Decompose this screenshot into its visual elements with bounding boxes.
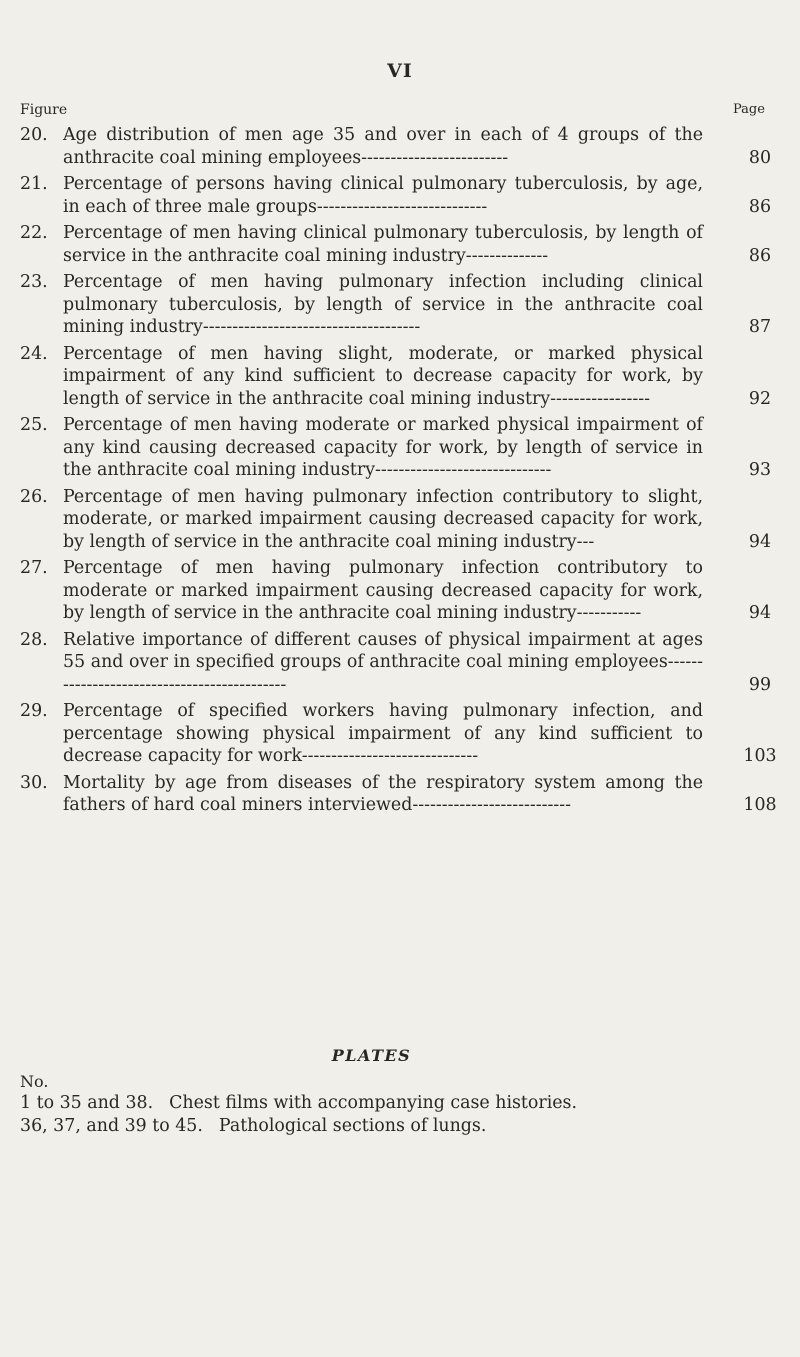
figure-number: 24. <box>20 343 48 364</box>
figure-title: Percentage of persons having clinical pulmonary tuberculosis, by age, in each of three male groups----------------------------- <box>63 174 703 217</box>
figure-number: 23. <box>20 272 48 292</box>
figure-title: Percentage of men having pulmonary infection contributory to slight, moderate, or marked impairment causing decreased capacity for work, by length of service in the anthracite coal mining industry--- <box>63 486 703 552</box>
figure-page: 86 <box>748 245 772 266</box>
figure-title: Percentage of specified workers having pulmonary infection, and percentage showing physical impairment of any kind sufficient to decrease capacity for work------------------------------ <box>63 701 703 766</box>
figure-entry <box>20 343 780 411</box>
figure-entry <box>20 557 780 625</box>
figure-page: 93 <box>748 460 772 480</box>
figure-page: 80 <box>748 147 772 168</box>
figure-number: 21. <box>20 174 48 194</box>
figure-page: 108 <box>743 795 777 815</box>
plate-number: 36, 37, and 39 to 45. <box>20 1115 203 1136</box>
plate-description: Chest films with accompanying case histories. <box>169 1093 578 1113</box>
figure-entry <box>20 222 780 267</box>
figure-page: 99 <box>748 674 772 695</box>
figure-title: Relative importance of different causes of physical impairment at ages 55 and over in specified groups of anthracite coal mining employees-------------------------------------------- <box>63 629 703 695</box>
figure-title: Percentage of men having moderate or marked physical impairment of any kind causing decreased capacity for work, by length of service in the anthracite coal mining industry------------------------------ <box>63 415 703 480</box>
figure-entry <box>20 124 780 169</box>
figure-number: 30. <box>20 772 48 793</box>
figure-page: 87 <box>748 317 772 337</box>
figure-number: 29. <box>20 701 48 721</box>
page-number: VI <box>387 60 413 82</box>
figure-title: Percentage of men having pulmonary infection including clinical pulmonary tuberculosis, by length of service in the anthracite coal mining industry------------------------------------- <box>63 272 703 337</box>
figure-number: 25. <box>20 415 48 435</box>
page-column-header: Page <box>733 102 765 117</box>
figure-entry <box>20 414 780 482</box>
figure-number: 22. <box>20 223 48 243</box>
figure-entry <box>20 271 780 339</box>
figure-column-header: Figure <box>20 102 68 118</box>
figure-entry <box>20 486 780 554</box>
plate-number: 1 to 35 and 38. <box>20 1093 154 1113</box>
figure-page: 92 <box>748 388 772 409</box>
figure-number: 28. <box>20 629 48 650</box>
figure-title: Age distribution of men age 35 and over in each of 4 groups of the anthracite coal mining employees------------------------- <box>63 125 703 168</box>
figure-entry <box>20 700 780 768</box>
figure-number: 26. <box>20 486 48 507</box>
figure-entry <box>20 629 780 697</box>
figure-page: 94 <box>748 531 772 552</box>
figure-title: Percentage of men having slight, moderate, or marked physical impairment of any kind sufficient to decrease capacity for work, by length of service in the anthracite coal mining industry----------------- <box>63 343 703 409</box>
figure-number: 20. <box>20 125 48 145</box>
plate-description: Pathological sections of lungs. <box>218 1115 487 1136</box>
plates-number-label: No. <box>20 1072 49 1091</box>
plates-heading: PLATES <box>331 1046 412 1065</box>
figure-title: Percentage of men having pulmonary infection contributory to moderate or marked impairment causing decreased capacity for work, by length of service in the anthracite coal mining industry----------- <box>63 558 703 623</box>
plate-entry <box>20 1115 740 1138</box>
figure-page: 86 <box>748 196 772 217</box>
figure-page: 94 <box>748 603 772 623</box>
plate-entry <box>20 1092 740 1115</box>
figure-entry <box>20 173 780 218</box>
figure-title: Percentage of men having clinical pulmonary tuberculosis, by length of service in the anthracite coal mining industry-------------- <box>63 223 703 266</box>
figure-page: 103 <box>743 746 777 766</box>
figure-title: Mortality by age from diseases of the respiratory system among the fathers of hard coal miners interviewed--------------------------- <box>63 772 703 815</box>
figure-number: 27. <box>20 558 48 578</box>
figure-list <box>20 124 780 821</box>
plates-list <box>20 1092 740 1137</box>
figure-entry <box>20 772 780 817</box>
